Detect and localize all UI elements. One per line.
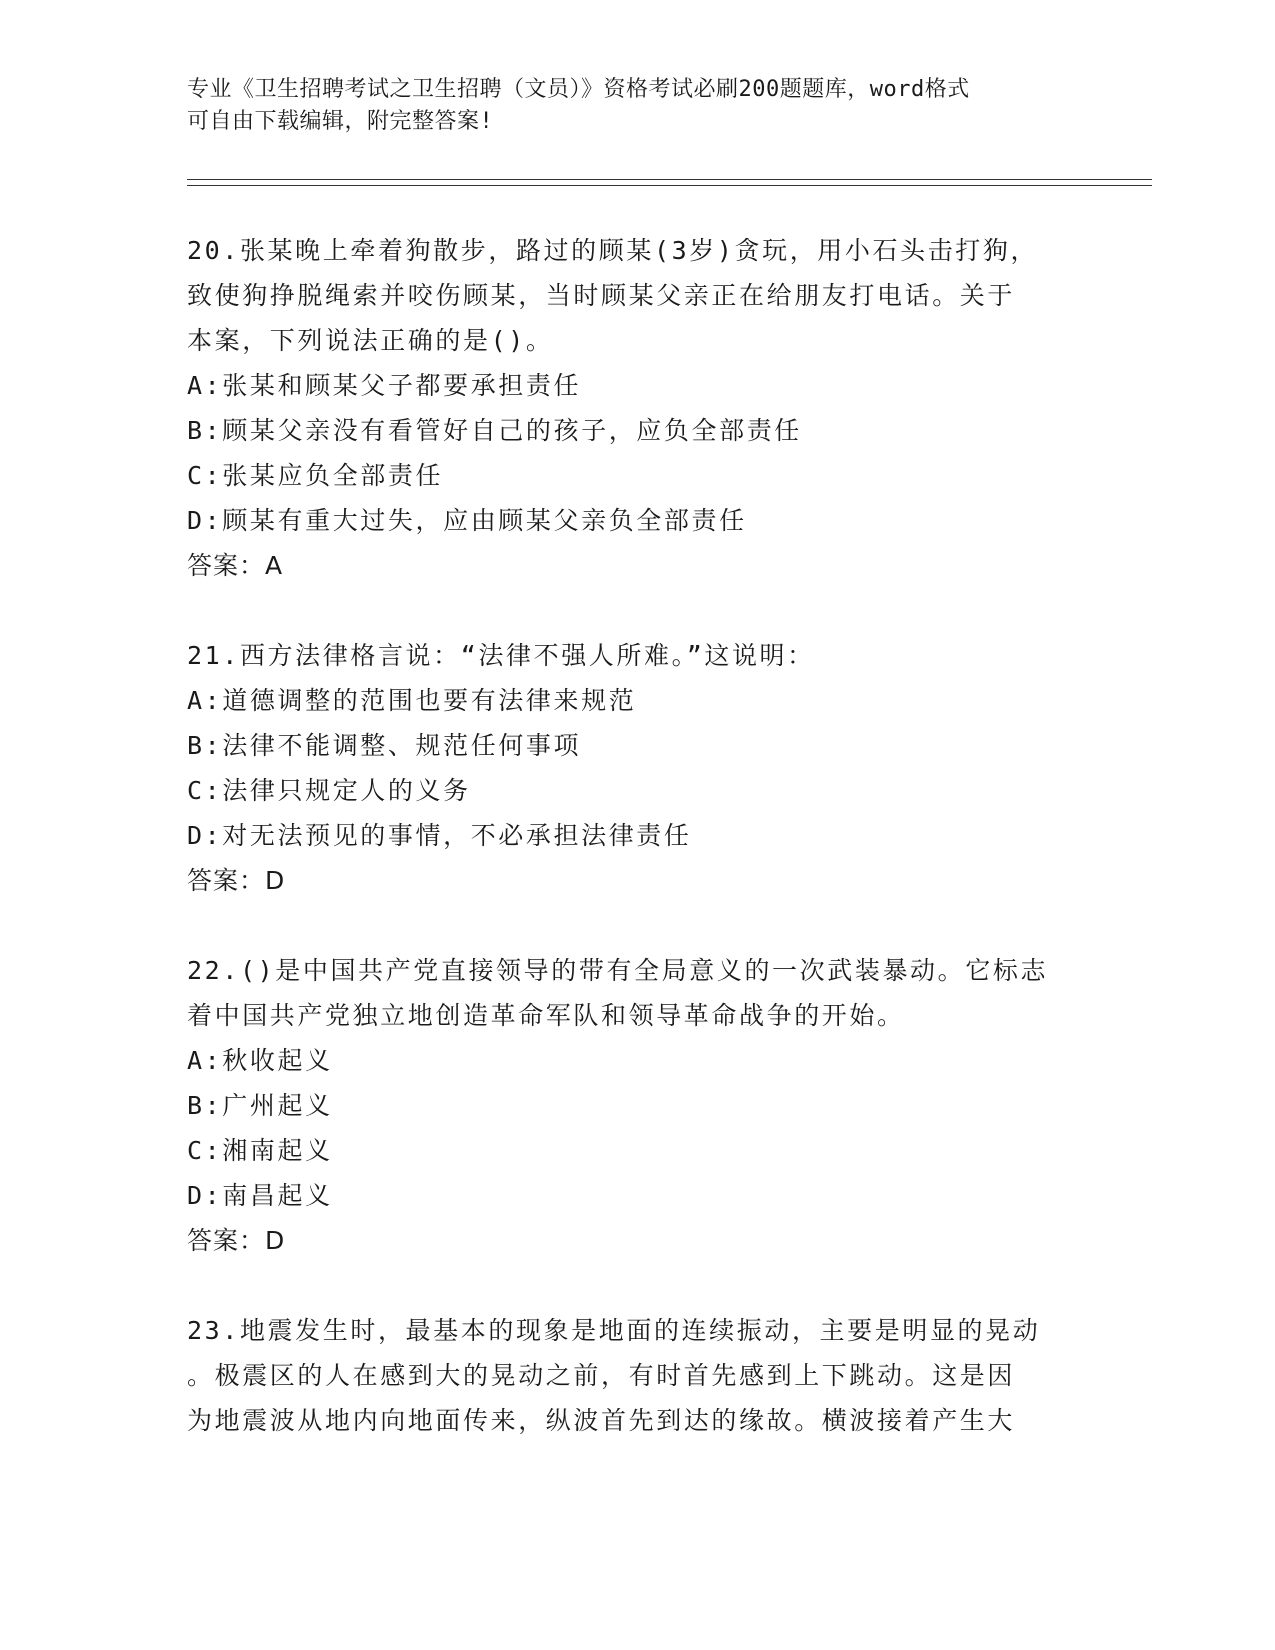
document-header [187, 74, 1087, 138]
question-text: 本案，下列说法正确的是()。 [187, 326, 554, 355]
answer: 答案：D [187, 1226, 286, 1255]
answer: 答案：A [187, 551, 284, 580]
question-text: 21.西方法律格言说：“法律不强人所难。”这说明： [187, 641, 815, 670]
option-d: D:顾某有重大过失，应由顾某父亲负全部责任 [187, 506, 747, 535]
question-20 [187, 228, 1087, 589]
option-a: A:道德调整的范围也要有法律来规范 [187, 686, 637, 715]
option-c: C:法律只规定人的义务 [187, 776, 471, 805]
answer: 答案：D [187, 866, 286, 895]
question-text: 为地震波从地内向地面传来，纵波首先到达的缘故。横波接着产生大 [187, 1406, 1016, 1435]
header-line-2: 可自由下载编辑，附完整答案! [187, 109, 494, 134]
option-a: A:张某和顾某父子都要承担责任 [187, 371, 582, 400]
question-21 [187, 633, 1087, 904]
question-text: 着中国共产党独立地创造革命军队和领导革命战争的开始。 [187, 1001, 905, 1030]
question-text: 致使狗挣脱绳索并咬伤顾某，当时顾某父亲正在给朋友打电话。关于 [187, 281, 1016, 310]
question-23 [187, 1308, 1087, 1443]
question-22 [187, 948, 1087, 1264]
option-b: B:广州起义 [187, 1091, 333, 1120]
option-b: B:法律不能调整、规范任何事项 [187, 731, 582, 760]
header-divider [187, 179, 1152, 186]
question-text: 20.张某晚上牵着狗散步，路过的顾某(3岁)贪玩，用小石头击打狗， [187, 236, 1039, 265]
option-d: D:对无法预见的事情，不必承担法律责任 [187, 821, 692, 850]
question-text: 。极震区的人在感到大的晃动之前，有时首先感到上下跳动。这是因 [187, 1361, 1016, 1390]
option-b: B:顾某父亲没有看管好自己的孩子，应负全部责任 [187, 416, 802, 445]
option-c: C:张某应负全部责任 [187, 461, 444, 490]
option-d: D:南昌起义 [187, 1181, 333, 1210]
question-list [187, 228, 1087, 1487]
option-c: C:湘南起义 [187, 1136, 333, 1165]
option-a: A:秋收起义 [187, 1046, 333, 1075]
question-text: 23.地震发生时，最基本的现象是地面的连续振动，主要是明显的晃动 [187, 1316, 1041, 1345]
question-text: 22.()是中国共产党直接领导的带有全局意义的一次武装暴动。它标志 [187, 956, 1049, 985]
header-line-1: 专业《卫生招聘考试之卫生招聘（文员）》资格考试必刷200题题库，word格式 [187, 77, 970, 102]
